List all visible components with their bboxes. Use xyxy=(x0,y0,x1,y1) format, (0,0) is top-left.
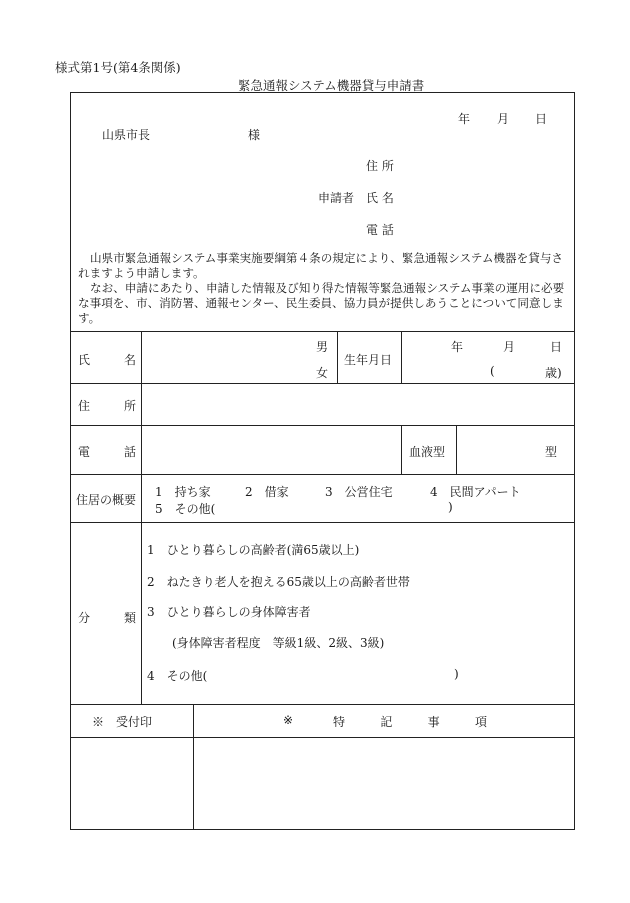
residence-option-private-apartment[interactable]: 4 民間アパート xyxy=(430,485,521,499)
applicant-label: 申請者 xyxy=(318,191,355,205)
footer-column-divider xyxy=(193,704,194,830)
remarks-label-char-1: 特 xyxy=(333,715,346,729)
birth-month-label: 月 xyxy=(503,340,516,354)
birth-day-label: 日 xyxy=(550,340,563,354)
row-divider xyxy=(70,737,575,738)
remarks-label-char-2: 記 xyxy=(380,715,393,729)
form-number: 様式第1号(第4条関係) xyxy=(55,60,181,75)
residence-row-label: 住居の概要 xyxy=(76,493,137,507)
residence-option-own-house[interactable]: 1 持ち家 xyxy=(155,485,211,499)
application-statement xyxy=(78,251,570,326)
category-row-label xyxy=(78,609,136,626)
category-option-3[interactable]: 3 ひとり暮らしの身体障害者 xyxy=(147,605,311,619)
category-option-3-note: (身体障害者程度 等級1級、2級、3級) xyxy=(172,636,385,650)
row-divider xyxy=(70,522,575,523)
category-label-char-2: 類 xyxy=(123,611,136,625)
residence-option-rented-house[interactable]: 2 借家 xyxy=(245,485,289,499)
date-day-label: 日 xyxy=(535,112,548,126)
birth-year-label: 年 xyxy=(451,340,464,354)
remarks-input-area[interactable] xyxy=(196,740,572,828)
statement-paragraph-2: なお、申請にあたり、申請した情報及び知り得た情報等緊急通報システム事業の運用に必要な事項を、市、消防署、通報センター、民生委員、協力員が提供しあうことについて同意します。 xyxy=(78,281,565,325)
addressee-honorific: 様 xyxy=(248,128,261,142)
residence-other-close-paren: ) xyxy=(448,500,453,514)
address-row-label xyxy=(78,397,136,414)
birthdate-label: 生年月日 xyxy=(344,353,393,367)
blood-type-unit: 型 xyxy=(545,445,558,459)
category-option-4[interactable]: 4 その他( xyxy=(147,669,208,683)
row-divider xyxy=(70,331,575,332)
phone-input-area[interactable] xyxy=(146,428,396,471)
receipt-stamp-label: ※ 受付印 xyxy=(92,715,153,729)
page-title: 緊急通報システム機器貸与申請書 xyxy=(238,78,425,93)
applicant-phone-label: 電 話 xyxy=(366,223,394,237)
cell-divider xyxy=(401,331,402,383)
residence-option-other[interactable]: 5 その他( xyxy=(155,502,216,516)
row-divider xyxy=(70,425,575,426)
date-year-label: 年 xyxy=(458,112,471,126)
addressee-name: 山県市長 xyxy=(102,128,151,142)
gender-male-option[interactable]: 男 xyxy=(316,340,329,354)
applicant-name-label: 氏 名 xyxy=(366,191,394,205)
row-divider xyxy=(70,704,575,705)
residence-option-public-housing[interactable]: 3 公営住宅 xyxy=(325,485,393,499)
age-open-paren: ( xyxy=(490,364,495,378)
row-divider xyxy=(70,474,575,475)
row-divider xyxy=(70,383,575,384)
applicant-address-label: 住 所 xyxy=(366,159,394,173)
category-label-char-1: 分 xyxy=(78,611,91,625)
address-label-char-1: 住 xyxy=(78,399,91,413)
name-row-label xyxy=(78,351,136,368)
remarks-asterisk: ※ xyxy=(283,713,294,727)
category-option-2[interactable]: 2 ねたきり老人を抱える65歳以上の高齢者世帯 xyxy=(147,575,410,589)
date-month-label: 月 xyxy=(497,112,510,126)
statement-paragraph-1: 山県市緊急通報システム事業実施要綱第４条の規定により、緊急通報システム機器を貸与されますよう申請します。 xyxy=(78,251,564,280)
name-label-char-2: 名 xyxy=(123,353,136,367)
remarks-label-char-3: 事 xyxy=(427,715,440,729)
phone-row-label xyxy=(78,443,136,460)
address-input-area[interactable] xyxy=(146,386,570,422)
category-other-close-paren: ) xyxy=(454,667,459,681)
cell-divider xyxy=(456,425,457,474)
remarks-label xyxy=(333,713,487,730)
phone-label-char-2: 話 xyxy=(123,445,136,459)
gender-female-option[interactable]: 女 xyxy=(316,366,329,380)
phone-label-char-1: 電 xyxy=(78,445,91,459)
remarks-label-char-4: 項 xyxy=(474,715,487,729)
cell-divider xyxy=(401,425,402,474)
blood-type-label: 血液型 xyxy=(409,445,446,459)
cell-divider xyxy=(337,331,338,383)
label-column-divider xyxy=(141,331,142,704)
receipt-stamp-area xyxy=(72,740,191,828)
category-option-1[interactable]: 1 ひとり暮らしの高齢者(満65歳以上) xyxy=(147,543,360,557)
age-unit: 歳) xyxy=(545,366,562,380)
address-label-char-2: 所 xyxy=(123,399,136,413)
name-label-char-1: 氏 xyxy=(78,353,91,367)
